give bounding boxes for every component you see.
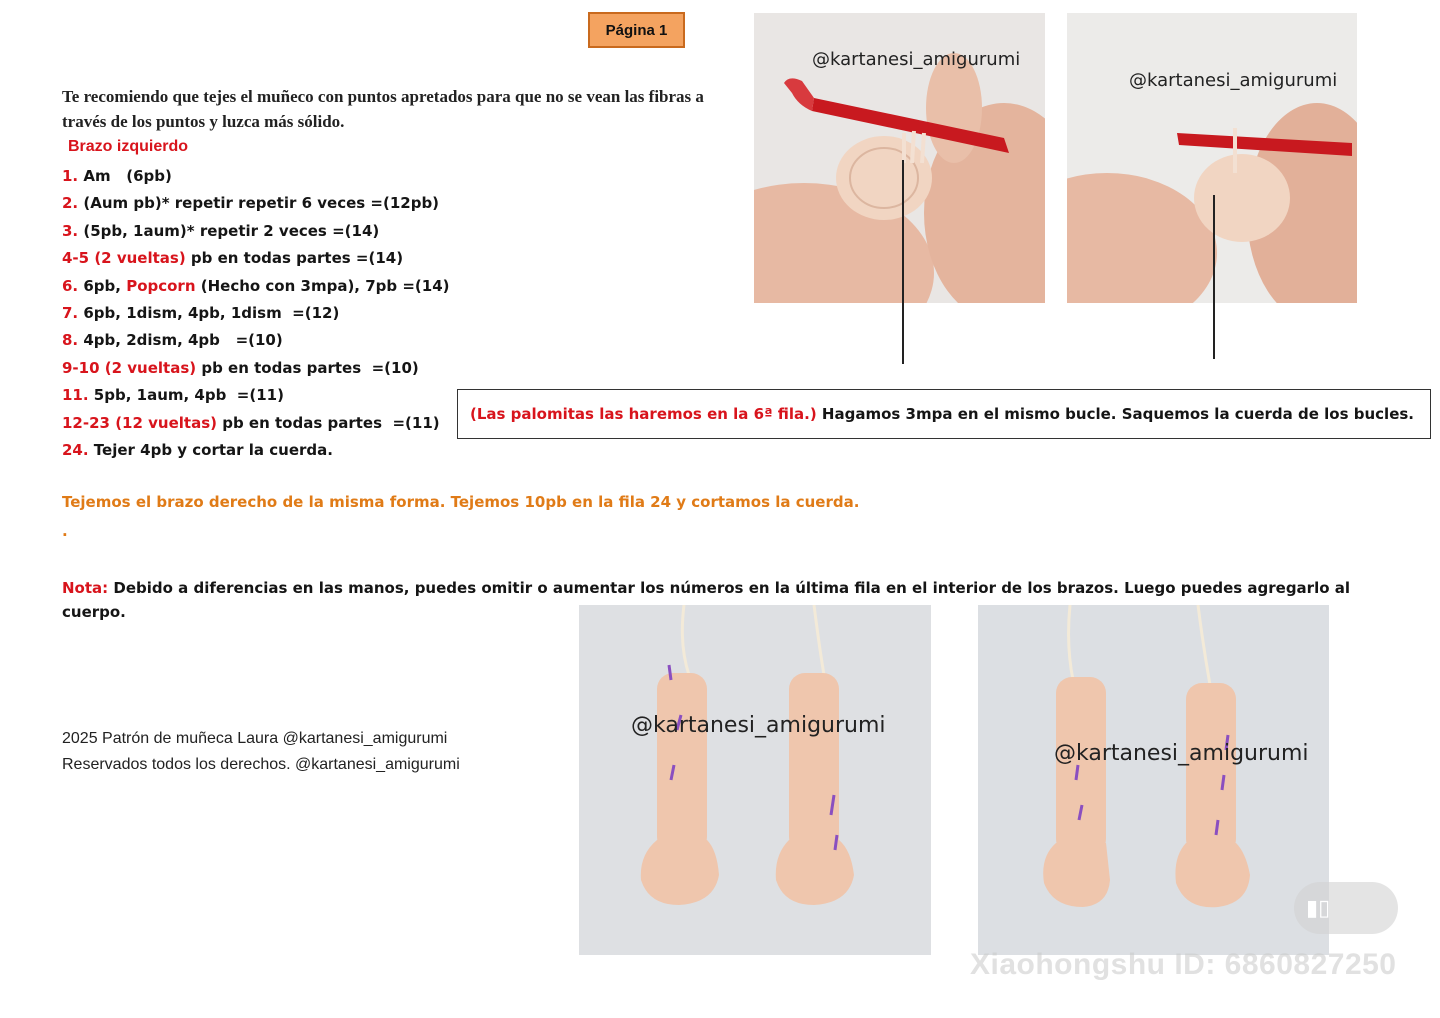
step-item: 24. Tejer 4pb y cortar la cuerda. <box>62 440 333 459</box>
section-title: Brazo izquierdo <box>68 138 189 155</box>
step-item: 12-23 (12 vueltas) pb en todas partes =(11) <box>62 413 440 432</box>
dot: . <box>62 522 68 540</box>
photo-watermark: @kartanesi_amigurumi <box>631 713 886 738</box>
photo-watermark: @kartanesi_amigurumi <box>812 49 1021 70</box>
step-item: 2. (Aum pb)* repetir repetir 6 veces =(12pb) <box>62 194 440 213</box>
step-item: 7. 6pb, 1dism, 4pb, 1dism =(12) <box>62 303 340 322</box>
xiaohongshu-logo-icon: ▮▯ <box>1294 882 1398 934</box>
photo-arms-1 <box>579 605 931 955</box>
platform-watermark: Xiaohongshu ID: 6860827250 <box>970 948 1397 981</box>
page-label: Página 1 <box>588 12 685 48</box>
intro-text: Te recomiendo que tejes el muñeco con puntos apretados para que no se vean las fibras a través de los puntos y luzca más sólido. <box>62 87 704 131</box>
note-label: Nota: <box>62 579 109 597</box>
step-item: 8. 4pb, 2dism, 4pb =(10) <box>62 331 283 350</box>
note-text: Debido a diferencias en las manos, puedes omitir o aumentar los números en la última fila en el interior de los brazos. Luego puedes agregarlo al cuerpo. <box>62 579 1351 621</box>
step-item: 1. Am (6pb) <box>62 167 172 185</box>
right-arm-instruction: Tejemos el brazo derecho de la misma forma. Tejemos 10pb en la fila 24 y cortamos la cuerda. <box>62 493 860 511</box>
photo-popcorn-step-1 <box>754 13 1045 303</box>
photo-watermark: @kartanesi_amigurumi <box>1129 70 1338 91</box>
copyright <box>62 726 460 778</box>
callout-text: Hagamos 3mpa en el mismo bucle. Saquemos la cuerda de los bucles. <box>816 405 1414 423</box>
step-item: 6. 6pb, Popcorn (Hecho con 3mpa), 7pb =(14) <box>62 276 450 295</box>
step-item: 3. (5pb, 1aum)* repetir 2 veces =(14) <box>62 221 380 240</box>
step-item: 9-10 (2 vueltas) pb en todas partes =(10) <box>62 358 419 377</box>
photo-popcorn-step-2 <box>1067 13 1357 303</box>
pointer-line <box>1213 195 1215 359</box>
copyright-line-2: Reservados todos los derechos. @kartanesi_amigurumi <box>62 756 460 773</box>
photo-arms-2 <box>978 605 1329 955</box>
step-item: 4-5 (2 vueltas) pb en todas partes =(14) <box>62 249 404 268</box>
popcorn-callout <box>457 389 1431 439</box>
step-item: 11. 5pb, 1aum, 4pb =(11) <box>62 386 284 405</box>
pointer-line <box>902 160 904 364</box>
callout-red: (Las palomitas las haremos en la 6ª fila.) <box>470 405 817 423</box>
photo-watermark: @kartanesi_amigurumi <box>1054 741 1309 766</box>
copyright-line-1: 2025 Patrón de muñeca Laura @kartanesi_amigurumi <box>62 730 448 747</box>
pattern-steps <box>62 163 450 464</box>
